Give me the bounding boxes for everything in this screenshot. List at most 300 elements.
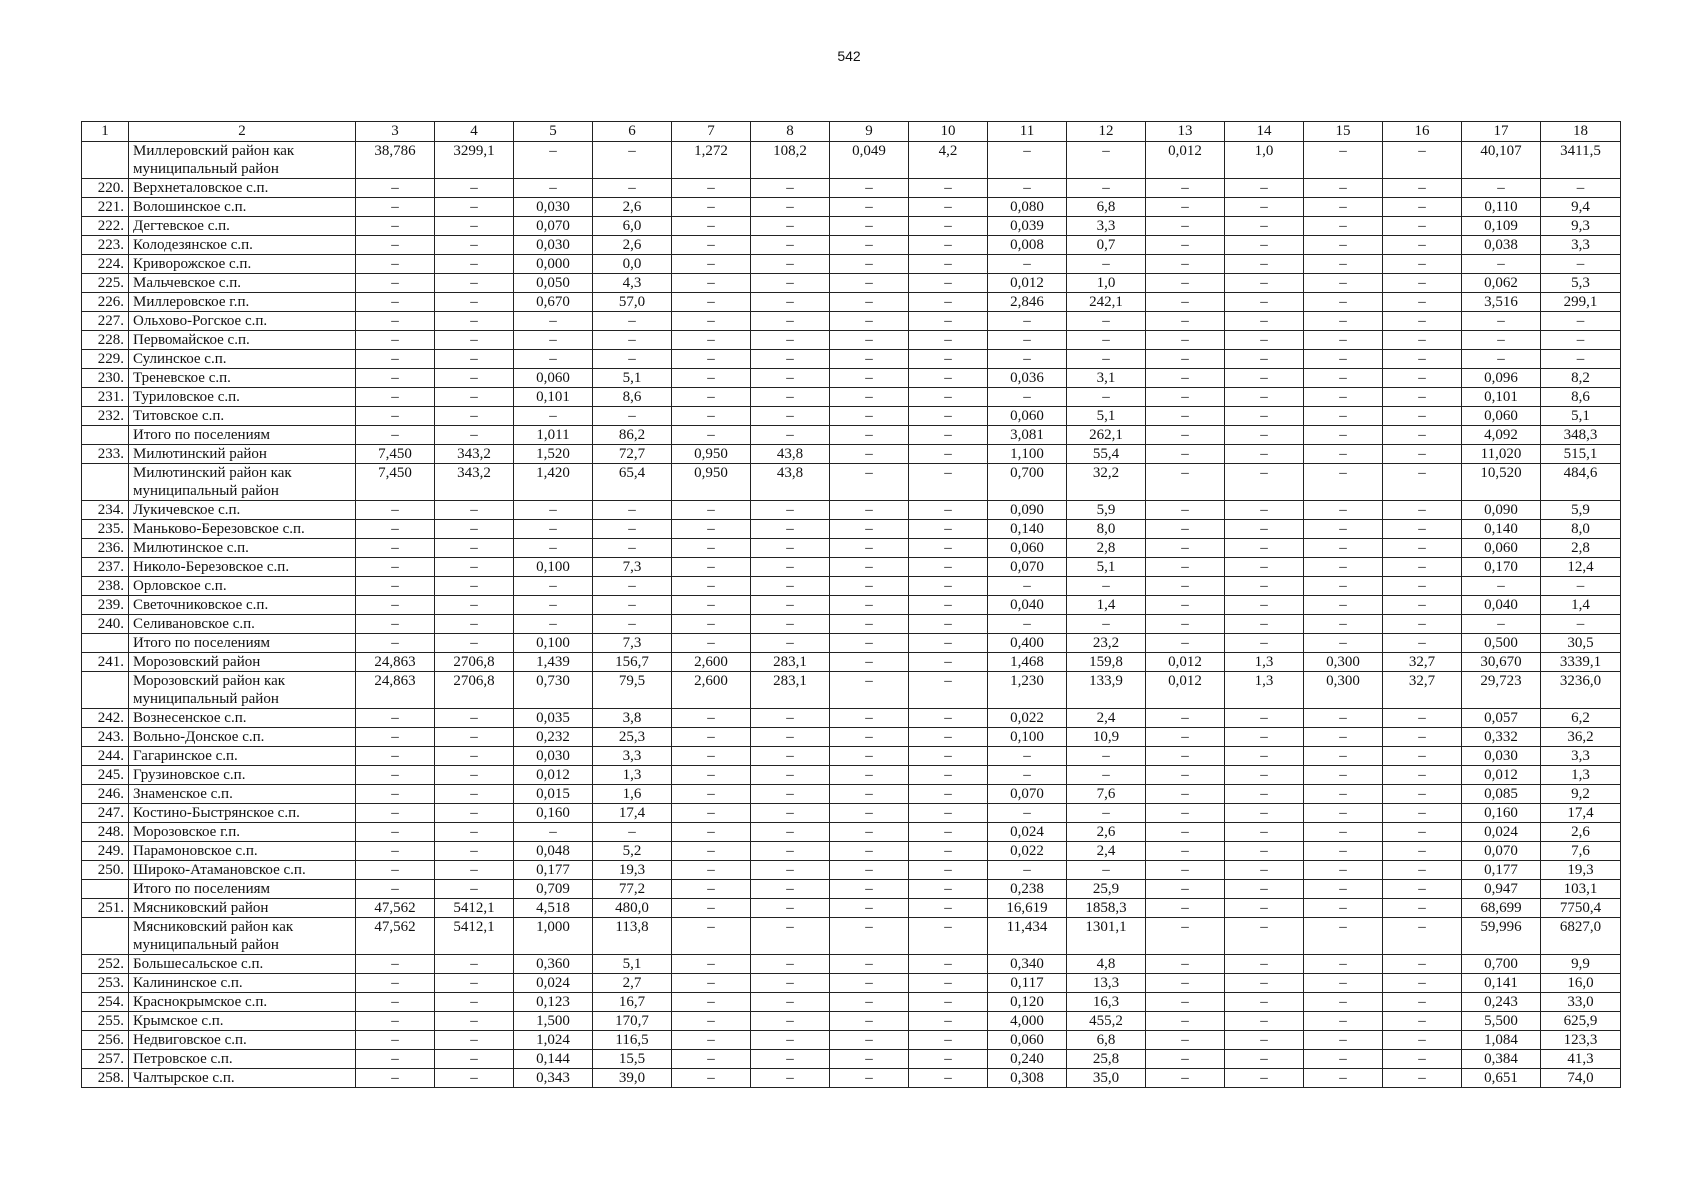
value-cell-col-10: – <box>909 388 988 407</box>
value-cell-col-15: – <box>1304 293 1383 312</box>
value-cell-col-7: – <box>672 993 751 1012</box>
value-cell-col-13: – <box>1146 861 1225 880</box>
value-cell-col-8: – <box>751 804 830 823</box>
value-cell-col-8: – <box>751 1069 830 1088</box>
value-cell-col-8: – <box>751 823 830 842</box>
value-cell-col-13: – <box>1146 558 1225 577</box>
value-cell-col-13: – <box>1146 899 1225 918</box>
value-cell-col-15: – <box>1304 388 1383 407</box>
value-cell-col-8: – <box>751 293 830 312</box>
value-cell-col-16: – <box>1383 539 1462 558</box>
value-cell-col-10: – <box>909 369 988 388</box>
value-cell-col-8: – <box>751 615 830 634</box>
value-cell-col-6: 5,2 <box>593 842 672 861</box>
value-cell-col-6: 170,7 <box>593 1012 672 1031</box>
value-cell-col-11: 0,140 <box>988 520 1067 539</box>
value-cell-col-4: – <box>435 955 514 974</box>
value-cell-col-12: 6,8 <box>1067 198 1146 217</box>
value-cell-col-3: 7,450 <box>356 464 435 501</box>
value-cell-col-14: – <box>1225 1031 1304 1050</box>
value-cell-col-8: – <box>751 539 830 558</box>
value-cell-col-14: – <box>1225 388 1304 407</box>
value-cell-col-7: – <box>672 577 751 596</box>
value-cell-col-18: 5,9 <box>1541 501 1621 520</box>
value-cell-col-9: – <box>830 369 909 388</box>
row-name-cell: Криворожское с.п. <box>129 255 356 274</box>
value-cell-col-18: 5,1 <box>1541 407 1621 426</box>
value-cell-col-15: – <box>1304 539 1383 558</box>
value-cell-col-9: – <box>830 236 909 255</box>
value-cell-col-5: – <box>514 520 593 539</box>
value-cell-col-11: 0,060 <box>988 407 1067 426</box>
value-cell-col-7: – <box>672 217 751 236</box>
value-cell-col-8: 108,2 <box>751 142 830 179</box>
value-cell-col-18: 299,1 <box>1541 293 1621 312</box>
value-cell-col-9: – <box>830 1031 909 1050</box>
row-number-cell <box>82 426 129 445</box>
value-cell-col-10: – <box>909 974 988 993</box>
row-number-cell: 231. <box>82 388 129 407</box>
value-cell-col-17: 0,384 <box>1462 1050 1541 1069</box>
value-cell-col-10: – <box>909 520 988 539</box>
value-cell-col-17: 0,141 <box>1462 974 1541 993</box>
row-number-cell: 226. <box>82 293 129 312</box>
value-cell-col-5: 0,015 <box>514 785 593 804</box>
value-cell-col-10: – <box>909 179 988 198</box>
table-row <box>82 464 1621 501</box>
value-cell-col-8: – <box>751 596 830 615</box>
value-cell-col-17: 30,670 <box>1462 653 1541 672</box>
table-header-row <box>82 122 1621 142</box>
value-cell-col-8: – <box>751 1031 830 1050</box>
value-cell-col-8: – <box>751 861 830 880</box>
row-name-cell: Миллеровское г.п. <box>129 293 356 312</box>
value-cell-col-11: – <box>988 766 1067 785</box>
row-number-cell: 235. <box>82 520 129 539</box>
row-number-cell: 250. <box>82 861 129 880</box>
row-number-cell: 245. <box>82 766 129 785</box>
value-cell-col-5: – <box>514 577 593 596</box>
value-cell-col-15: – <box>1304 217 1383 236</box>
column-header-9: 9 <box>830 122 909 142</box>
value-cell-col-13: – <box>1146 445 1225 464</box>
value-cell-col-9: – <box>830 880 909 899</box>
row-name-cell: Калининское с.п. <box>129 974 356 993</box>
value-cell-col-8: – <box>751 198 830 217</box>
value-cell-col-14: – <box>1225 539 1304 558</box>
value-cell-col-13: – <box>1146 634 1225 653</box>
value-cell-col-16: – <box>1383 464 1462 501</box>
value-cell-col-18: 9,3 <box>1541 217 1621 236</box>
value-cell-col-9: – <box>830 407 909 426</box>
value-cell-col-4: – <box>435 785 514 804</box>
value-cell-col-16: – <box>1383 350 1462 369</box>
table-row <box>82 388 1621 407</box>
value-cell-col-10: – <box>909 672 988 709</box>
value-cell-col-13: – <box>1146 1050 1225 1069</box>
value-cell-col-6: 15,5 <box>593 1050 672 1069</box>
value-cell-col-17: 5,500 <box>1462 1012 1541 1031</box>
value-cell-col-4: – <box>435 709 514 728</box>
table-row <box>82 142 1621 179</box>
value-cell-col-18: 7750,4 <box>1541 899 1621 918</box>
value-cell-col-11: 1,100 <box>988 445 1067 464</box>
value-cell-col-14: – <box>1225 747 1304 766</box>
column-header-4: 4 <box>435 122 514 142</box>
value-cell-col-3: – <box>356 331 435 350</box>
row-name-cell: Итого по поселениям <box>129 880 356 899</box>
value-cell-col-16: – <box>1383 274 1462 293</box>
value-cell-col-15: – <box>1304 861 1383 880</box>
value-cell-col-12: 5,9 <box>1067 501 1146 520</box>
value-cell-col-14: – <box>1225 426 1304 445</box>
value-cell-col-6: 5,1 <box>593 369 672 388</box>
value-cell-col-8: – <box>751 634 830 653</box>
value-cell-col-3: – <box>356 274 435 293</box>
value-cell-col-8: – <box>751 709 830 728</box>
value-cell-col-7: – <box>672 407 751 426</box>
value-cell-col-8: – <box>751 1050 830 1069</box>
row-number-cell: 257. <box>82 1050 129 1069</box>
value-cell-col-17: 0,090 <box>1462 501 1541 520</box>
value-cell-col-11: 0,400 <box>988 634 1067 653</box>
value-cell-col-14: – <box>1225 1069 1304 1088</box>
value-cell-col-10: – <box>909 842 988 861</box>
value-cell-col-18: 1,3 <box>1541 766 1621 785</box>
value-cell-col-4: – <box>435 634 514 653</box>
value-cell-col-11: 4,000 <box>988 1012 1067 1031</box>
row-number-cell: 246. <box>82 785 129 804</box>
table-row <box>82 653 1621 672</box>
value-cell-col-15: – <box>1304 1012 1383 1031</box>
row-number-cell: 243. <box>82 728 129 747</box>
value-cell-col-9: – <box>830 653 909 672</box>
value-cell-col-3: – <box>356 880 435 899</box>
value-cell-col-8: – <box>751 918 830 955</box>
value-cell-col-11: 3,081 <box>988 426 1067 445</box>
value-cell-col-12: 5,1 <box>1067 407 1146 426</box>
value-cell-col-3: – <box>356 766 435 785</box>
value-cell-col-12: – <box>1067 255 1146 274</box>
row-name-cell: Милютинское с.п. <box>129 539 356 558</box>
value-cell-col-10: – <box>909 577 988 596</box>
value-cell-col-3: – <box>356 426 435 445</box>
value-cell-col-8: – <box>751 236 830 255</box>
value-cell-col-5: 0,070 <box>514 217 593 236</box>
table-row <box>82 539 1621 558</box>
value-cell-col-16: – <box>1383 747 1462 766</box>
value-cell-col-15: – <box>1304 823 1383 842</box>
value-cell-col-9: – <box>830 615 909 634</box>
value-cell-col-5: – <box>514 312 593 331</box>
value-cell-col-14: 1,3 <box>1225 653 1304 672</box>
value-cell-col-7: – <box>672 709 751 728</box>
column-header-18: 18 <box>1541 122 1621 142</box>
value-cell-col-6: – <box>593 142 672 179</box>
value-cell-col-8: – <box>751 407 830 426</box>
value-cell-col-12: – <box>1067 861 1146 880</box>
value-cell-col-11: – <box>988 747 1067 766</box>
value-cell-col-5: 0,030 <box>514 236 593 255</box>
row-number-cell: 241. <box>82 653 129 672</box>
value-cell-col-18: 2,6 <box>1541 823 1621 842</box>
value-cell-col-15: – <box>1304 596 1383 615</box>
value-cell-col-4: – <box>435 747 514 766</box>
value-cell-col-10: – <box>909 558 988 577</box>
column-header-16: 16 <box>1383 122 1462 142</box>
value-cell-col-18: 74,0 <box>1541 1069 1621 1088</box>
table-row <box>82 1069 1621 1088</box>
value-cell-col-4: – <box>435 861 514 880</box>
value-cell-col-11: 0,090 <box>988 501 1067 520</box>
value-cell-col-7: – <box>672 747 751 766</box>
column-header-5: 5 <box>514 122 593 142</box>
value-cell-col-10: – <box>909 426 988 445</box>
value-cell-col-7: – <box>672 804 751 823</box>
value-cell-col-6: 2,6 <box>593 236 672 255</box>
value-cell-col-14: – <box>1225 407 1304 426</box>
value-cell-col-14: – <box>1225 217 1304 236</box>
value-cell-col-8: – <box>751 728 830 747</box>
value-cell-col-15: 0,300 <box>1304 653 1383 672</box>
value-cell-col-14: – <box>1225 1050 1304 1069</box>
value-cell-col-3: – <box>356 1069 435 1088</box>
value-cell-col-17: – <box>1462 615 1541 634</box>
value-cell-col-3: – <box>356 709 435 728</box>
value-cell-col-10: – <box>909 766 988 785</box>
row-name-cell: Ольхово-Рогское с.п. <box>129 312 356 331</box>
value-cell-col-5: 0,177 <box>514 861 593 880</box>
row-number-cell: 247. <box>82 804 129 823</box>
value-cell-col-15: – <box>1304 558 1383 577</box>
value-cell-col-15: – <box>1304 634 1383 653</box>
value-cell-col-12: – <box>1067 577 1146 596</box>
value-cell-col-11: 0,340 <box>988 955 1067 974</box>
value-cell-col-3: – <box>356 388 435 407</box>
value-cell-col-18: 9,2 <box>1541 785 1621 804</box>
value-cell-col-12: – <box>1067 615 1146 634</box>
value-cell-col-15: 0,300 <box>1304 672 1383 709</box>
value-cell-col-13: – <box>1146 596 1225 615</box>
value-cell-col-10: – <box>909 993 988 1012</box>
value-cell-col-12: 13,3 <box>1067 974 1146 993</box>
table-row <box>82 728 1621 747</box>
value-cell-col-11: 0,040 <box>988 596 1067 615</box>
value-cell-col-16: – <box>1383 596 1462 615</box>
table-row <box>82 312 1621 331</box>
value-cell-col-18: 9,9 <box>1541 955 1621 974</box>
row-number-cell: 251. <box>82 899 129 918</box>
value-cell-col-7: 2,600 <box>672 672 751 709</box>
value-cell-col-8: – <box>751 369 830 388</box>
value-cell-col-18: 8,2 <box>1541 369 1621 388</box>
value-cell-col-5: 0,123 <box>514 993 593 1012</box>
table-row <box>82 804 1621 823</box>
value-cell-col-18: – <box>1541 255 1621 274</box>
value-cell-col-3: – <box>356 539 435 558</box>
value-cell-col-16: 32,7 <box>1383 672 1462 709</box>
value-cell-col-8: – <box>751 880 830 899</box>
row-name-cell: Николо-Березовское с.п. <box>129 558 356 577</box>
row-number-cell: 255. <box>82 1012 129 1031</box>
value-cell-col-16: – <box>1383 520 1462 539</box>
value-cell-col-12: 0,7 <box>1067 236 1146 255</box>
row-number-cell: 222. <box>82 217 129 236</box>
value-cell-col-4: – <box>435 501 514 520</box>
column-header-3: 3 <box>356 122 435 142</box>
value-cell-col-14: – <box>1225 634 1304 653</box>
value-cell-col-6: 86,2 <box>593 426 672 445</box>
value-cell-col-3: – <box>356 369 435 388</box>
row-name-cell: Широко-Атамановское с.п. <box>129 861 356 880</box>
row-name-cell: Гагаринское с.п. <box>129 747 356 766</box>
value-cell-col-5: 0,232 <box>514 728 593 747</box>
value-cell-col-8: – <box>751 899 830 918</box>
row-number-cell <box>82 142 129 179</box>
value-cell-col-7: – <box>672 823 751 842</box>
value-cell-col-10: – <box>909 407 988 426</box>
value-cell-col-16: – <box>1383 407 1462 426</box>
table-row <box>82 634 1621 653</box>
value-cell-col-11: 0,039 <box>988 217 1067 236</box>
value-cell-col-9: – <box>830 255 909 274</box>
row-name-cell: Сулинское с.п. <box>129 350 356 369</box>
value-cell-col-8: – <box>751 312 830 331</box>
value-cell-col-18: 7,6 <box>1541 842 1621 861</box>
value-cell-col-4: 5412,1 <box>435 918 514 955</box>
value-cell-col-7: – <box>672 274 751 293</box>
value-cell-col-9: 0,049 <box>830 142 909 179</box>
value-cell-col-4: – <box>435 558 514 577</box>
value-cell-col-7: – <box>672 312 751 331</box>
value-cell-col-13: – <box>1146 179 1225 198</box>
row-number-cell: 240. <box>82 615 129 634</box>
table-row <box>82 369 1621 388</box>
value-cell-col-10: – <box>909 198 988 217</box>
value-cell-col-11: – <box>988 804 1067 823</box>
value-cell-col-18: 8,0 <box>1541 520 1621 539</box>
value-cell-col-3: – <box>356 179 435 198</box>
value-cell-col-16: – <box>1383 558 1462 577</box>
table-row <box>82 198 1621 217</box>
value-cell-col-3: – <box>356 974 435 993</box>
value-cell-col-13: – <box>1146 198 1225 217</box>
value-cell-col-10: – <box>909 1031 988 1050</box>
value-cell-col-5: 0,060 <box>514 369 593 388</box>
value-cell-col-15: – <box>1304 407 1383 426</box>
value-cell-col-13: – <box>1146 577 1225 596</box>
value-cell-col-10: – <box>909 236 988 255</box>
value-cell-col-14: – <box>1225 804 1304 823</box>
row-name-cell: Треневское с.п. <box>129 369 356 388</box>
value-cell-col-4: – <box>435 823 514 842</box>
value-cell-col-14: – <box>1225 293 1304 312</box>
value-cell-col-14: – <box>1225 331 1304 350</box>
value-cell-col-3: – <box>356 407 435 426</box>
value-cell-col-9: – <box>830 293 909 312</box>
value-cell-col-13: – <box>1146 520 1225 539</box>
table-row <box>82 501 1621 520</box>
row-name-cell: Знаменское с.п. <box>129 785 356 804</box>
value-cell-col-5: 0,160 <box>514 804 593 823</box>
value-cell-col-9: – <box>830 728 909 747</box>
value-cell-col-4: – <box>435 520 514 539</box>
row-name-cell: Мальчевское с.п. <box>129 274 356 293</box>
row-name-cell: Волошинское с.п. <box>129 198 356 217</box>
row-name-cell: Костино-Быстрянское с.п. <box>129 804 356 823</box>
value-cell-col-18: 123,3 <box>1541 1031 1621 1050</box>
value-cell-col-18: 3,3 <box>1541 747 1621 766</box>
row-number-cell: 237. <box>82 558 129 577</box>
row-number-cell: 248. <box>82 823 129 842</box>
row-number-cell: 220. <box>82 179 129 198</box>
value-cell-col-7: 0,950 <box>672 445 751 464</box>
value-cell-col-8: 43,8 <box>751 464 830 501</box>
value-cell-col-8: – <box>751 331 830 350</box>
row-number-cell: 238. <box>82 577 129 596</box>
value-cell-col-3: – <box>356 577 435 596</box>
value-cell-col-12: – <box>1067 179 1146 198</box>
value-cell-col-13: – <box>1146 501 1225 520</box>
table-row <box>82 766 1621 785</box>
value-cell-col-14: – <box>1225 274 1304 293</box>
value-cell-col-7: – <box>672 918 751 955</box>
value-cell-col-12: 2,4 <box>1067 709 1146 728</box>
value-cell-col-4: – <box>435 766 514 785</box>
value-cell-col-6: – <box>593 331 672 350</box>
value-cell-col-6: – <box>593 520 672 539</box>
value-cell-col-3: – <box>356 198 435 217</box>
value-cell-col-17: 3,516 <box>1462 293 1541 312</box>
table-row <box>82 179 1621 198</box>
value-cell-col-12: 1,0 <box>1067 274 1146 293</box>
value-cell-col-5: 0,030 <box>514 747 593 766</box>
table-row <box>82 615 1621 634</box>
table-row <box>82 426 1621 445</box>
value-cell-col-14: – <box>1225 993 1304 1012</box>
value-cell-col-12: 16,3 <box>1067 993 1146 1012</box>
value-cell-col-5: 1,011 <box>514 426 593 445</box>
value-cell-col-18: 6827,0 <box>1541 918 1621 955</box>
row-name-cell: Колодезянское с.п. <box>129 236 356 255</box>
value-cell-col-18: 3411,5 <box>1541 142 1621 179</box>
value-cell-col-7: – <box>672 198 751 217</box>
value-cell-col-9: – <box>830 842 909 861</box>
row-number-cell: 252. <box>82 955 129 974</box>
value-cell-col-5: 1,439 <box>514 653 593 672</box>
table-row <box>82 331 1621 350</box>
value-cell-col-18: – <box>1541 331 1621 350</box>
value-cell-col-8: 283,1 <box>751 672 830 709</box>
value-cell-col-16: – <box>1383 312 1462 331</box>
value-cell-col-11: – <box>988 577 1067 596</box>
value-cell-col-10: – <box>909 1050 988 1069</box>
value-cell-col-13: – <box>1146 1012 1225 1031</box>
table-row <box>82 899 1621 918</box>
value-cell-col-16: – <box>1383 179 1462 198</box>
value-cell-col-16: – <box>1383 426 1462 445</box>
row-number-cell: 227. <box>82 312 129 331</box>
value-cell-col-12: 159,8 <box>1067 653 1146 672</box>
value-cell-col-12: – <box>1067 804 1146 823</box>
row-name-cell: Мясниковский район как муниципальный район <box>129 918 356 955</box>
value-cell-col-9: – <box>830 274 909 293</box>
value-cell-col-9: – <box>830 520 909 539</box>
value-cell-col-13: – <box>1146 823 1225 842</box>
value-cell-col-3: – <box>356 255 435 274</box>
column-header-15: 15 <box>1304 122 1383 142</box>
value-cell-col-12: 455,2 <box>1067 1012 1146 1031</box>
